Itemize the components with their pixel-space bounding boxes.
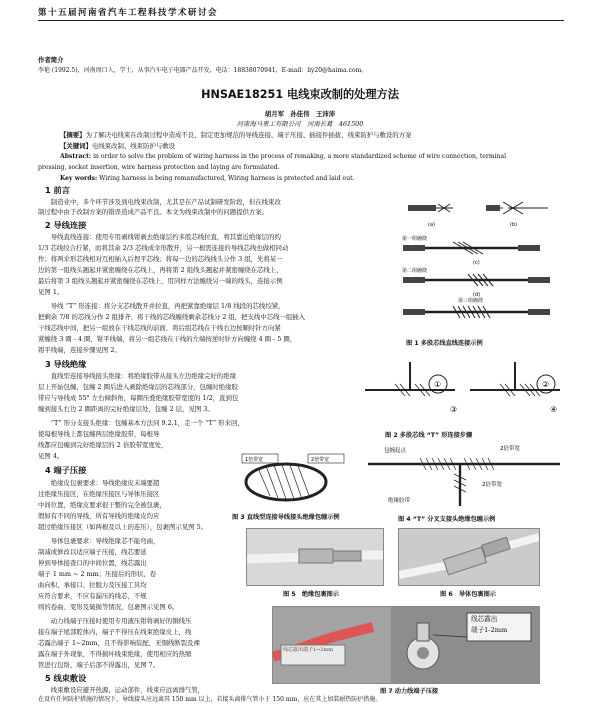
keywords-cn-label: 【关键词】 (60, 142, 92, 150)
figure-1-label-a: (a) (428, 222, 435, 228)
figure-3-label-2x: 2倍带宽 (311, 457, 330, 463)
section-3-line: 直线型连接导线接头绝缘：将绝缘胶带从接头左边绝缘完好的绝缘 (38, 372, 237, 380)
keywords-cn (60, 141, 175, 151)
section-4-line: 过绝缘压接区，在绝缘压接区与导体压接区 (38, 490, 160, 498)
section-4-line: 应符合要求，不应有漏压的线芯，不规 (38, 592, 147, 600)
paper-authors: 胡月军 孙佳伟 王沛沛 (264, 110, 336, 118)
figure-1-caption: 图 1 多股芯线直线连接示例 (406, 340, 483, 347)
section-4-line: 导体包裹要求：导线绝缘芯不能弯曲， (38, 537, 160, 545)
figure-6-photo (398, 528, 540, 586)
section-4-line: 管进行包络，端子后部不得露出，见图 7。 (38, 661, 160, 669)
figure-4-label-width-b: 2倍带宽 (482, 482, 502, 488)
section-4-line: 端子 1 mm ~ 2 mm；压接后的形状、卷 (38, 570, 157, 578)
section-4-line: 超过绝缘压接区（如两根及以上的连压），包裹图示见图 5。 (38, 523, 208, 531)
author-intro-label: 作者简介 (38, 56, 64, 64)
figure-4-label-start: 包缠起点 (384, 448, 407, 454)
section-4-line: 露在端子外现象，不得损坏线束绝缘，使用相应的热缩 (38, 650, 192, 658)
section-5-line: 在设有任何防护措施的情况下，导线接头应远离其 150 mm 以上，若接头离排气管小于 150 mm，应在其上加装耐热防护措施。 (38, 696, 382, 703)
figure-1-label-group3: 第三组缠绕 (458, 298, 484, 304)
figure-2-step-2: ② (542, 380, 550, 389)
figure-2-caption: 图 2 多股芯线 “T” 形连接步骤 (385, 432, 473, 439)
section-2-line: 最后将第 3 组线头翘起并紧密缠绕在芯线上，用同样方法缠绕另一端的线头，连接示例 (38, 277, 283, 285)
figure-2-drawing (360, 352, 566, 422)
figure-7-photo (272, 606, 540, 684)
section-1-line: 制过程中由于改制方案的错误造成产品不良。本文为线束改制中的问题提供方案。 (38, 208, 269, 216)
section-3-line: “T” 形分支接头绝缘：包缠基本方法同 9.2.1，走一个 “T” 形来回， (38, 419, 244, 427)
paper-affiliation: 河南海马重工有限公司 河南长葛 461500 (236, 120, 364, 128)
section-2-heading: 2 导线连接 (45, 220, 87, 230)
section-2-line: 导线 “T” 形连接：将分支芯线散开并拉直，再把紧靠绝缘层 1/8 线段的芯线绞紧， (38, 302, 285, 310)
author-intro-text: 李艳 (1992.5)，河南周口人，学士，从事汽车电子电器产品开发，电话：18838070941，E-mail：liy20@haima.com。 (38, 67, 368, 74)
section-4-line: 制减或修改以适应端子压接，线芯要延 (38, 548, 147, 556)
section-3-line: 层上开始包缠，包缠 2 圈后进入剥除绝缘层的芯线部分，包缠时绝缘胶 (38, 383, 238, 391)
figure-4-label-tape: 绝缘胶带 (388, 498, 411, 504)
figure-3-label-1x: 1倍带宽 (245, 457, 264, 463)
section-2-line: 1/3 芯线绞合拧紧，而将其余 2/3 芯线成伞形散开，另一根需连接的导线芯线也做相同动 (38, 244, 289, 252)
figure-2-step-1: ① (434, 380, 442, 389)
abstract-cn-text: 为了解决电线束在改制过程中造成不良，制定更加规范的导线连接、端子压接、插接件插拔、线束防护与敷设的方案 (85, 131, 412, 139)
abstract-en-text-1: in order to solve the problem of wiring harness in the process of remaking, a more standardized scheme of wire connection, terminal (93, 153, 507, 160)
section-2-line: 见图 1。 (38, 288, 64, 296)
abstract-cn (60, 130, 411, 140)
section-4-line: 绝缘皮包裹要求：导线绝缘皮末端要超 (38, 479, 160, 487)
abstract-en-label: Abstract: (60, 153, 92, 160)
section-4-line: 芯露出端子 1~2mm，且不得影响装配，无铜线断裂及裸 (38, 639, 200, 647)
abstract-en-text-2: pressing, socket insertion, wire harness protection and laying are formulated. (38, 164, 280, 171)
section-4-line: 中间位置，绝缘皮要求很干整的完全被包裹， (38, 501, 166, 509)
figure-6-caption: 图 6 导体包裹图示 (440, 591, 496, 598)
section-3-line: 缠到接头右边 2 圈距离的完好绝缘层处，包缠 2 层，见图 3。 (38, 405, 214, 413)
section-4-line: 伸到导体接查口的中间位置，线芯露出 (38, 559, 147, 567)
section-1-line: 制造业中，多个环节涉及到电线束改制，尤其是在产品试制研发阶段，但在线束改 (38, 198, 281, 206)
figure-2-step-3: ③ (450, 405, 458, 414)
section-2-line: 边的第一组线头翘起并紧密缠绕在芯线上，再将第 2 组线头翘起并紧密缠绕在芯线上， (38, 266, 283, 274)
figure-1-label-c: (c) (473, 260, 480, 266)
abstract-en (60, 152, 506, 162)
figure-4-label-width-a: 2倍带宽 (500, 446, 520, 452)
section-1-heading: 1 前言 (45, 185, 70, 195)
section-4-line: 则的卷曲、变形及破损等情况，包裹图示见图 6。 (38, 603, 179, 611)
figure-3-caption: 图 3 直线型连接导线接头绝缘包缠示例 (232, 514, 340, 521)
figure-5-photo (246, 528, 384, 586)
keywords-en-label: Key words: (60, 175, 98, 182)
figure-7-illustration (273, 607, 539, 683)
section-4-line: 假如有不同的导线，所有导线的绝缘皮均应 (38, 512, 160, 520)
conference-header: 第十五届河南省汽车工程科技学术研讨会 (38, 8, 219, 18)
section-2-line: 紧缠绕 3 圈 - 4 圈，钳平线端，将另一组芯线在干线的左端按逆时针方向缠绕 4 圈 - 5 圈， (38, 335, 297, 343)
keywords-cn-text: 电线束改制、线束防护与敷设 (91, 142, 176, 150)
section-2-line: 干线芯线中间，把另一组放在干线芯线的前面，将后组芯线在干线右边按顺时针方向紧 (38, 324, 281, 332)
figure-7-caption: 图 7 动力线端子压接 (380, 688, 439, 695)
section-4-line: 接在端子尾部腔体内，端子不得压在线束绝缘皮上，线 (38, 628, 192, 636)
section-3-line: 见图 4。 (38, 452, 64, 460)
abstract-cn-label: 【摘要】 (60, 131, 86, 139)
section-2-line: 作；将两伞形芯线相对互相插入后捏平芯线；将每一边的芯线线头分作 3 组，先将某一 (38, 255, 283, 263)
section-3-line: 使每根导线上都包缠两层绝缘胶带，每根导 (38, 430, 160, 438)
figure-6-illustration (399, 529, 539, 585)
figure-5-illustration (247, 529, 383, 585)
figure-1-label-group1: 第一组缠绕 (402, 236, 428, 242)
section-2-line: 把剩余 7/8 的芯线分作 2 组排齐，将干线的芯线缠绕剩余芯线分 2 组，把支线中芯线一组插入 (38, 313, 306, 321)
section-4-line: 动力线端子压接时使用专用液压钳将剥好的铜线压 (38, 617, 192, 625)
header-rule (38, 20, 564, 21)
figure-5-caption: 图 5 绝缘包裹图示 (283, 591, 339, 598)
section-3-heading: 3 导线绝缘 (45, 359, 87, 369)
figure-1-drawing (398, 190, 566, 332)
section-5-heading: 5 线束敷设 (45, 673, 87, 683)
section-4-line: 曲向积、承接口、拉脱力及压接工具均 (38, 581, 147, 589)
section-3-line: 线都应包缠到完好绝缘层的 2 倍胶带宽度处， (38, 441, 168, 449)
section-5-line: 线束敷设应避开热源、运动部件，线束应远离排气管， (38, 686, 205, 694)
section-2-line: 导线直线连接：使用专用剥线钳剥去绝缘层约多股芯线拉直，将其靠近绝缘层的约 (38, 233, 281, 241)
section-2-line: 钳平线端，连接步骤见图 2。 (38, 346, 121, 354)
figure-7-note: 线芯露出端子1~2mm (283, 647, 334, 653)
figure-1-label-b: (b) (510, 222, 518, 228)
keywords-en-text: Wiring harness is being remanufactured, Wiring harness is protected and laid out. (99, 175, 355, 182)
figure-4-drawing (360, 440, 566, 510)
paper-title: HNSAE18251 电线束改制的处理方法 (201, 88, 399, 101)
figure-2-step-4: ④ (550, 405, 558, 414)
figure-7-callout-2: 端子1-2mm (471, 626, 508, 634)
figure-1-label-group2: 第二组缠绕 (402, 268, 428, 274)
section-3-line: 带应与导线成 55° 左右倾斜角，每圈压叠绝缘胶带宽度的 1/2，直到包 (38, 394, 239, 402)
figure-1-label-d: (d) (473, 292, 481, 298)
section-4-heading: 4 端子压接 (45, 465, 87, 475)
figure-7-callout-1: 线芯露出 (471, 615, 498, 623)
figure-4-caption: 图 4 “T” 分叉支接头绝缘包缠示例 (398, 516, 496, 523)
figure-3-drawing (238, 448, 358, 508)
keywords-en (60, 174, 355, 184)
